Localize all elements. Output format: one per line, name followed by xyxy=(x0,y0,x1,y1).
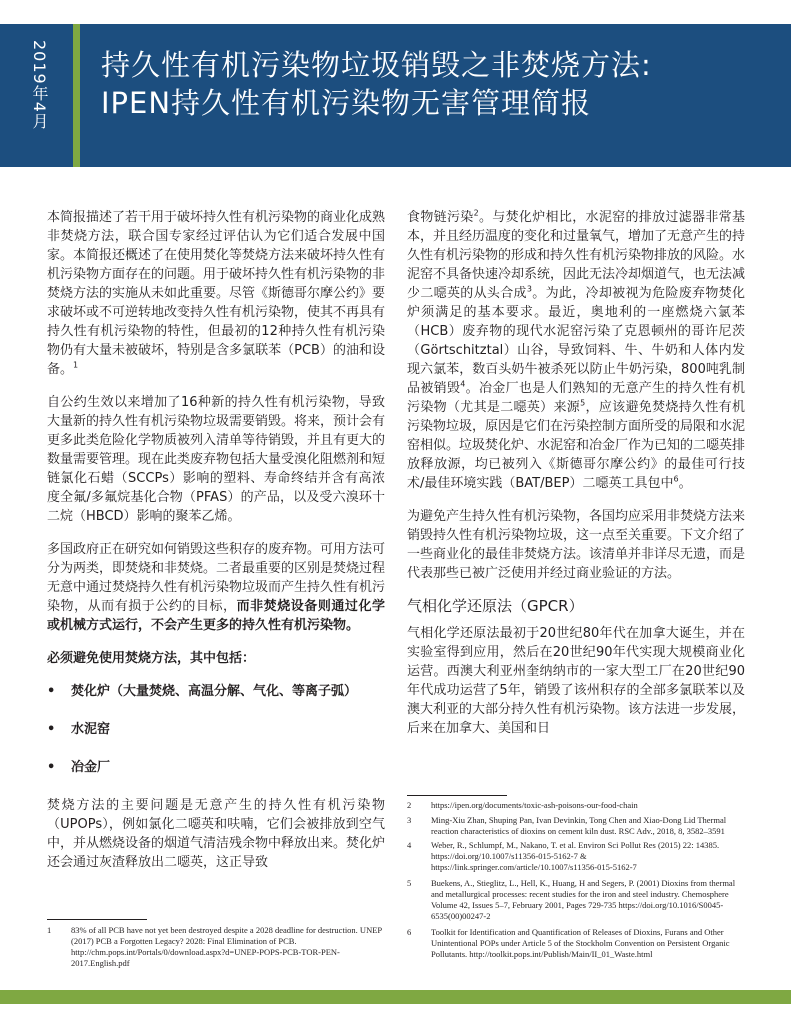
list-item: • 焚化炉（大量焚烧、高温分解、气化、等离子弧） xyxy=(47,682,385,701)
footnote: 5 Buekens, A., Stieglitz, L., Hell, K., Huang, H and Segers, P. (2001) Dioxins from thermal and metallurgical processes: recent studies for the iron and steel industry. Chemosphere Volume 42, Issues 5–7, February 2001, Pages 729-735 https://doi.org/10.1016/S0045-6535(00)00247-2 xyxy=(407,878,736,921)
list-item: • 水泥窑 xyxy=(47,720,385,739)
methods-paragraph: 多国政府正在研究如何销毁这些积存的废弃物。可用方法可分为两类，即焚烧和非焚烧。二者最重要的区别是焚烧过程无意中通过焚烧持久性有机污染物垃圾而产生持久性有机污染物，从而有损于公约的目标，而非焚烧设备则通过化学或机械方式运行，不会产生更多的持久性有机污染物。 xyxy=(47,542,386,633)
footnote-ref[interactable]: 2 xyxy=(473,208,479,218)
left-column xyxy=(47,208,385,886)
footnote: 4 Weber, R., Schlumpf, M., Nakano, T. et al. Environ Sci Pollut Res (2015) 22: 14385. https://doi.org/10.1007/s11356-015-5162-7 & https://link.springer.com/article/10.1007/s11356-015-5162-7 xyxy=(407,840,720,872)
footnote-ref[interactable]: 4 xyxy=(460,379,466,389)
page-title xyxy=(101,46,771,122)
gpcr-paragraph: 气相化学还原法最初于20世纪80年代在加拿大诞生，并在实验室得到应用，然后在20世纪90年代实现大规模商业化运营。西澳大利亚州奎纳纳市的一家大型工厂在20世纪90年代成功运营了5年，销毁了该州积存的全部多氯联苯以及澳大利亚的大部分持久性有机污染物。该方法进一步发展，后来在加拿大、美国和日 xyxy=(407,626,746,736)
header-accent-stripe xyxy=(73,24,80,167)
section-heading-gpcr: 气相化学还原法（GPCR） xyxy=(407,597,584,615)
non-combustion-paragraph: 为避免产生持久性有机污染物，各国均应采用非焚烧方法来销毁持久性有机污染物垃圾，这一点至关重要。下文介绍了一些商业化的最佳非焚烧方法。该清单并非详尽无遗，而是代表那些已被广泛使用并经过商业验证的方法。 xyxy=(407,509,746,581)
footnote: 2 https://ipen.org/documents/toxic-ash-poisons-our-food-chain xyxy=(407,800,638,810)
right-column xyxy=(407,208,745,752)
title-line-2: IPEN持久性有机污染物无害管理简报 xyxy=(101,86,592,120)
footnote: 3 Ming-Xiu Zhan, Shuping Pan, Ivan Devinkin, Tong Chen and Xiao-Dong Lid Thermal reaction characteristics of dioxins on cement kiln dust. RSC Adv., 2018, 8, 3582–3591 xyxy=(407,815,727,836)
upops-paragraph: 焚烧方法的主要问题是无意产生的持久性有机污染物（UPOPs），例如氯化二噁英和呋喃，它们会被排放到空气中，并从燃烧设备的烟道气清洁残余物中释放出来。焚化炉还会通过灰渣释放出二噁英，这正导致 xyxy=(47,798,386,870)
footnote: 6 Toolkit for Identification and Quantification of Releases of Dioxins, Furans and Other Unintentional POPs under Article 5 of the Stockholm Convention on Persistent Organic Pollutants. http://toolkit.pops.int/Publish/Main/II_01_Waste.html xyxy=(407,927,730,959)
intro-paragraph: 本简报描述了若干用于破坏持久性有机污染物的商业化成熟非焚烧方法，联合国专家经过评估认为它们适合发展中国家。本简报还概述了在使用焚化等焚烧方法来破坏持久性有机污染物方面存在的问题。用于破坏持久性有机污染物的非焚烧方法的实施从未如此重要。尽管《斯德哥尔摩公约》要求破坏或不可逆转地改变持久性有机污染物，使其不再具有持久性有机污染物的特性，但最初的12种持久性有机污染物仍有大量未被破坏，特别是含多氯联苯（PCB）的油和设备。$^1$ xyxy=(47,210,386,377)
footnote-ref[interactable]: 1 xyxy=(73,360,79,370)
non-combustion-emphasis: 而非焚烧设备则通过化学或机械方式运行，不会产生更多的持久性有机污染物。 xyxy=(47,599,385,633)
footnote-ref[interactable]: 6 xyxy=(673,474,679,484)
footnote-ref[interactable]: 3 xyxy=(526,284,532,294)
list-item: • 冶金厂 xyxy=(47,758,385,777)
cement-kiln-paragraph: 食物链污染$^2$。与焚化炉相比，水泥窑的排放过滤器非常基本，并且经历温度的变化和过量氧气，增加了无意产生的持久性有机污染物的形成和持久性有机污染物排放的风险。水泥窑不具备快速冷却系统，因此无法冷却烟道气，也无法减少二噁英的从头合成$^3$。为此，冷却被视为危险废弃物焚化炉须满足的基本要求。最近，奥地利的一座燃烧六氯苯（HCB）废弃物的现代水泥窑污染了克恩顿州的哥许尼茨（Görtschitztal）山谷，导致饲料、牛、牛奶和人体内发现六氯苯，数百头奶牛被杀死以防止牛奶污染，800吨乳制品被销毁$^4$。冶金厂也是人们熟知的无意产生的持久性有机污染物（尤其是二噁英）来源$^5$，应该避免焚烧持久性有机污染物垃圾，原因是它们在污染控制方面所受的局限和水泥窑相似。垃圾焚化炉、水泥窑和冶金厂作为已知的二噁英排放释放源，均已被列入《斯德哥尔摩公约》的最佳可行技术/最佳环境实践（BAT/BEP）二噁英工具包中$^6$。 xyxy=(407,208,746,491)
title-line-1: 持久性有机污染物垃圾销毁之非焚烧方法: xyxy=(101,48,652,82)
avoid-lead: 必须避免使用焚烧方法，其中包括： xyxy=(47,651,256,666)
issue-date: 2019年4月 xyxy=(30,40,49,130)
footer-bar xyxy=(0,990,791,1004)
footnote: 1 83% of all PCB have not yet been destroyed despite a 2028 deadline for destruction. UNEP (2017) PCB a Forgotten Legacy? 2028: Final Elimination of PCB. http://chm.pops.int/Portals/0/download.aspx?d=UNEP-POPS-PCB-TOR-PEN-2017.English.pdf xyxy=(47,925,382,968)
footnote-divider xyxy=(407,795,507,796)
footnote-ref[interactable]: 5 xyxy=(580,398,586,408)
combustion-list xyxy=(47,682,385,777)
footnote-divider xyxy=(47,919,147,920)
new-pops-paragraph: 自公约生效以来增加了16种新的持久性有机污染物，导致大量新的持久性有机污染物垃圾需要销毁。将来，预计会有更多此类危险化学物质被列入清单等待销毁，并且有更大的数量需要管理。现在此类废弃物包括大量受溴化阻燃剂和短链氯化石蜡（SCCPs）影响的塑料、寿命终结并含有高浓度全氟/多氟烷基化合物（PFAS）的产品，以及受六溴环十二烷（HBCD）影响的聚苯乙烯。 xyxy=(47,395,386,524)
